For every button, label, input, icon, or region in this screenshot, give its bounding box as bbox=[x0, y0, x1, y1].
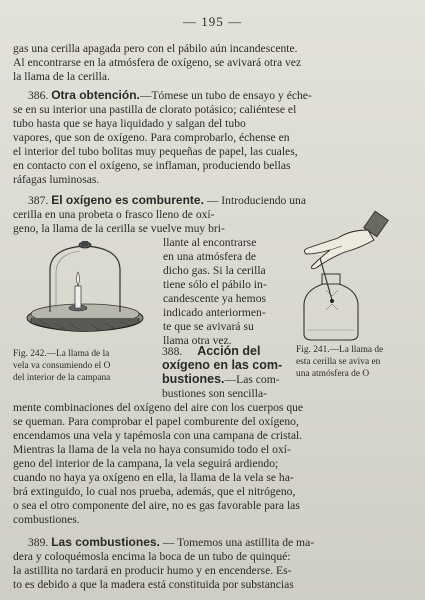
section-388-line bbox=[162, 373, 280, 387]
section-text: — Introduciendo una bbox=[206, 194, 306, 207]
text-line: indicado anteriormen- bbox=[163, 306, 266, 319]
text-line: brá extinguido, lo cual nos prueba, además, que el nitrógeno, bbox=[13, 485, 296, 498]
section-title: Las combustiones. bbox=[51, 535, 160, 549]
section-title: bustiones. bbox=[162, 372, 225, 386]
section-title: Acción del bbox=[197, 344, 261, 358]
text-line: se queman. Para comprobar el papel comburente del oxígeno, bbox=[13, 415, 299, 428]
section-387-line bbox=[28, 194, 306, 208]
page-number: — 195 — bbox=[183, 14, 242, 29]
text-line: o sea el otro componente del aire, no es gas favorable para las bbox=[13, 499, 300, 512]
section-number: 386. bbox=[28, 89, 49, 102]
figure-match-bottle bbox=[290, 208, 400, 343]
caption-line: una atmósfera de O bbox=[296, 369, 370, 379]
section-text: — Tomemos una astillita de ma- bbox=[162, 536, 315, 549]
caption-line: Fig. 242.—La llama de la bbox=[13, 349, 110, 359]
section-text: —Tómese un tubo de ensayo y éche- bbox=[139, 89, 312, 102]
text-line: geno, la llama de la cerilla se vuelve muy bri- bbox=[13, 222, 225, 235]
text-line: se en su interior una pastilla de clorato potásico; caliéntese el bbox=[13, 103, 297, 116]
section-title-line: oxígeno en las com- bbox=[162, 358, 283, 372]
caption-line: del interior de la campana bbox=[13, 373, 111, 383]
text-line: dera y coloquémosla encima la boca de un tubo de quinqué: bbox=[13, 550, 291, 563]
figure-bell-jar-candle bbox=[20, 240, 155, 340]
text-line: en contacto con el oxígeno, se inflaman, produciendo bellas bbox=[13, 159, 291, 172]
text-line: tubo hasta que se haya liquidado y salgan del tubo bbox=[13, 117, 246, 130]
text-line: en una atmósfera de bbox=[163, 250, 257, 263]
text-line: te que se avivará su bbox=[163, 320, 254, 333]
text-line: llama otra vez. bbox=[163, 334, 232, 347]
text-line: dicho gas. Si la cerilla bbox=[163, 264, 266, 277]
text-line: combustiones. bbox=[13, 513, 80, 526]
section-389-line bbox=[28, 536, 314, 550]
text-line: gas una cerilla apagada pero con el pábilo aún incandescente. bbox=[13, 42, 298, 55]
section-number: 389. bbox=[28, 536, 49, 549]
text-line: ráfagas luminosas. bbox=[13, 173, 100, 186]
section-388-line bbox=[162, 345, 260, 359]
text-line: cerilla en una probeta o frasco lleno de oxí- bbox=[13, 208, 215, 221]
text-line: mente combinaciones del oxígeno del aire con los cuerpos que bbox=[13, 401, 304, 414]
text-line: el interior del tubo bolitas muy pequeñas de papel, las cuales, bbox=[13, 145, 298, 158]
text-line: llante al encontrarse bbox=[163, 236, 257, 249]
text-line: la astillita no tardará en producir humo y en encenderse. Es- bbox=[13, 564, 292, 577]
caption-line: esta cerilla se aviva en bbox=[296, 357, 381, 367]
caption-line: Fig. 241.—La llama de bbox=[296, 345, 384, 355]
text-line: tiene sólo el pábilo in- bbox=[163, 278, 267, 291]
text-line: cuando no haya ya oxígeno en ella, la llama de la vela se ha- bbox=[13, 471, 294, 484]
text-line: Mientras la llama de la vela no haya consumido todo el oxí- bbox=[13, 443, 291, 456]
text-line: bustiones son sencilla- bbox=[162, 387, 267, 400]
text-line: encendamos una vela y tapémosla con una campana de cristal. bbox=[13, 429, 303, 442]
section-386-line bbox=[28, 89, 312, 103]
section-text: —Las com- bbox=[224, 373, 280, 386]
section-number: 387. bbox=[28, 194, 49, 207]
text-line: Al encontrarse en la atmósfera de oxígeno, se avivará otra vez bbox=[13, 56, 302, 69]
text-line: vapores, que son de oxígeno. Para comprobarlo, échense en bbox=[13, 131, 290, 144]
caption-line: vela va consumiendo el O bbox=[13, 361, 111, 371]
section-title: El oxígeno es comburente. bbox=[51, 193, 204, 207]
text-line: la llama de la cerilla. bbox=[13, 70, 110, 83]
section-number: 388. bbox=[162, 345, 183, 358]
text-line: to es debido a que la madera está constituida por substancias bbox=[13, 578, 294, 591]
text-line: geno del interior de la campana, la vela seguirá ardiendo; bbox=[13, 457, 279, 470]
section-title: Otra obtención. bbox=[51, 88, 140, 102]
text-line: candescente ya hemos bbox=[163, 292, 267, 305]
